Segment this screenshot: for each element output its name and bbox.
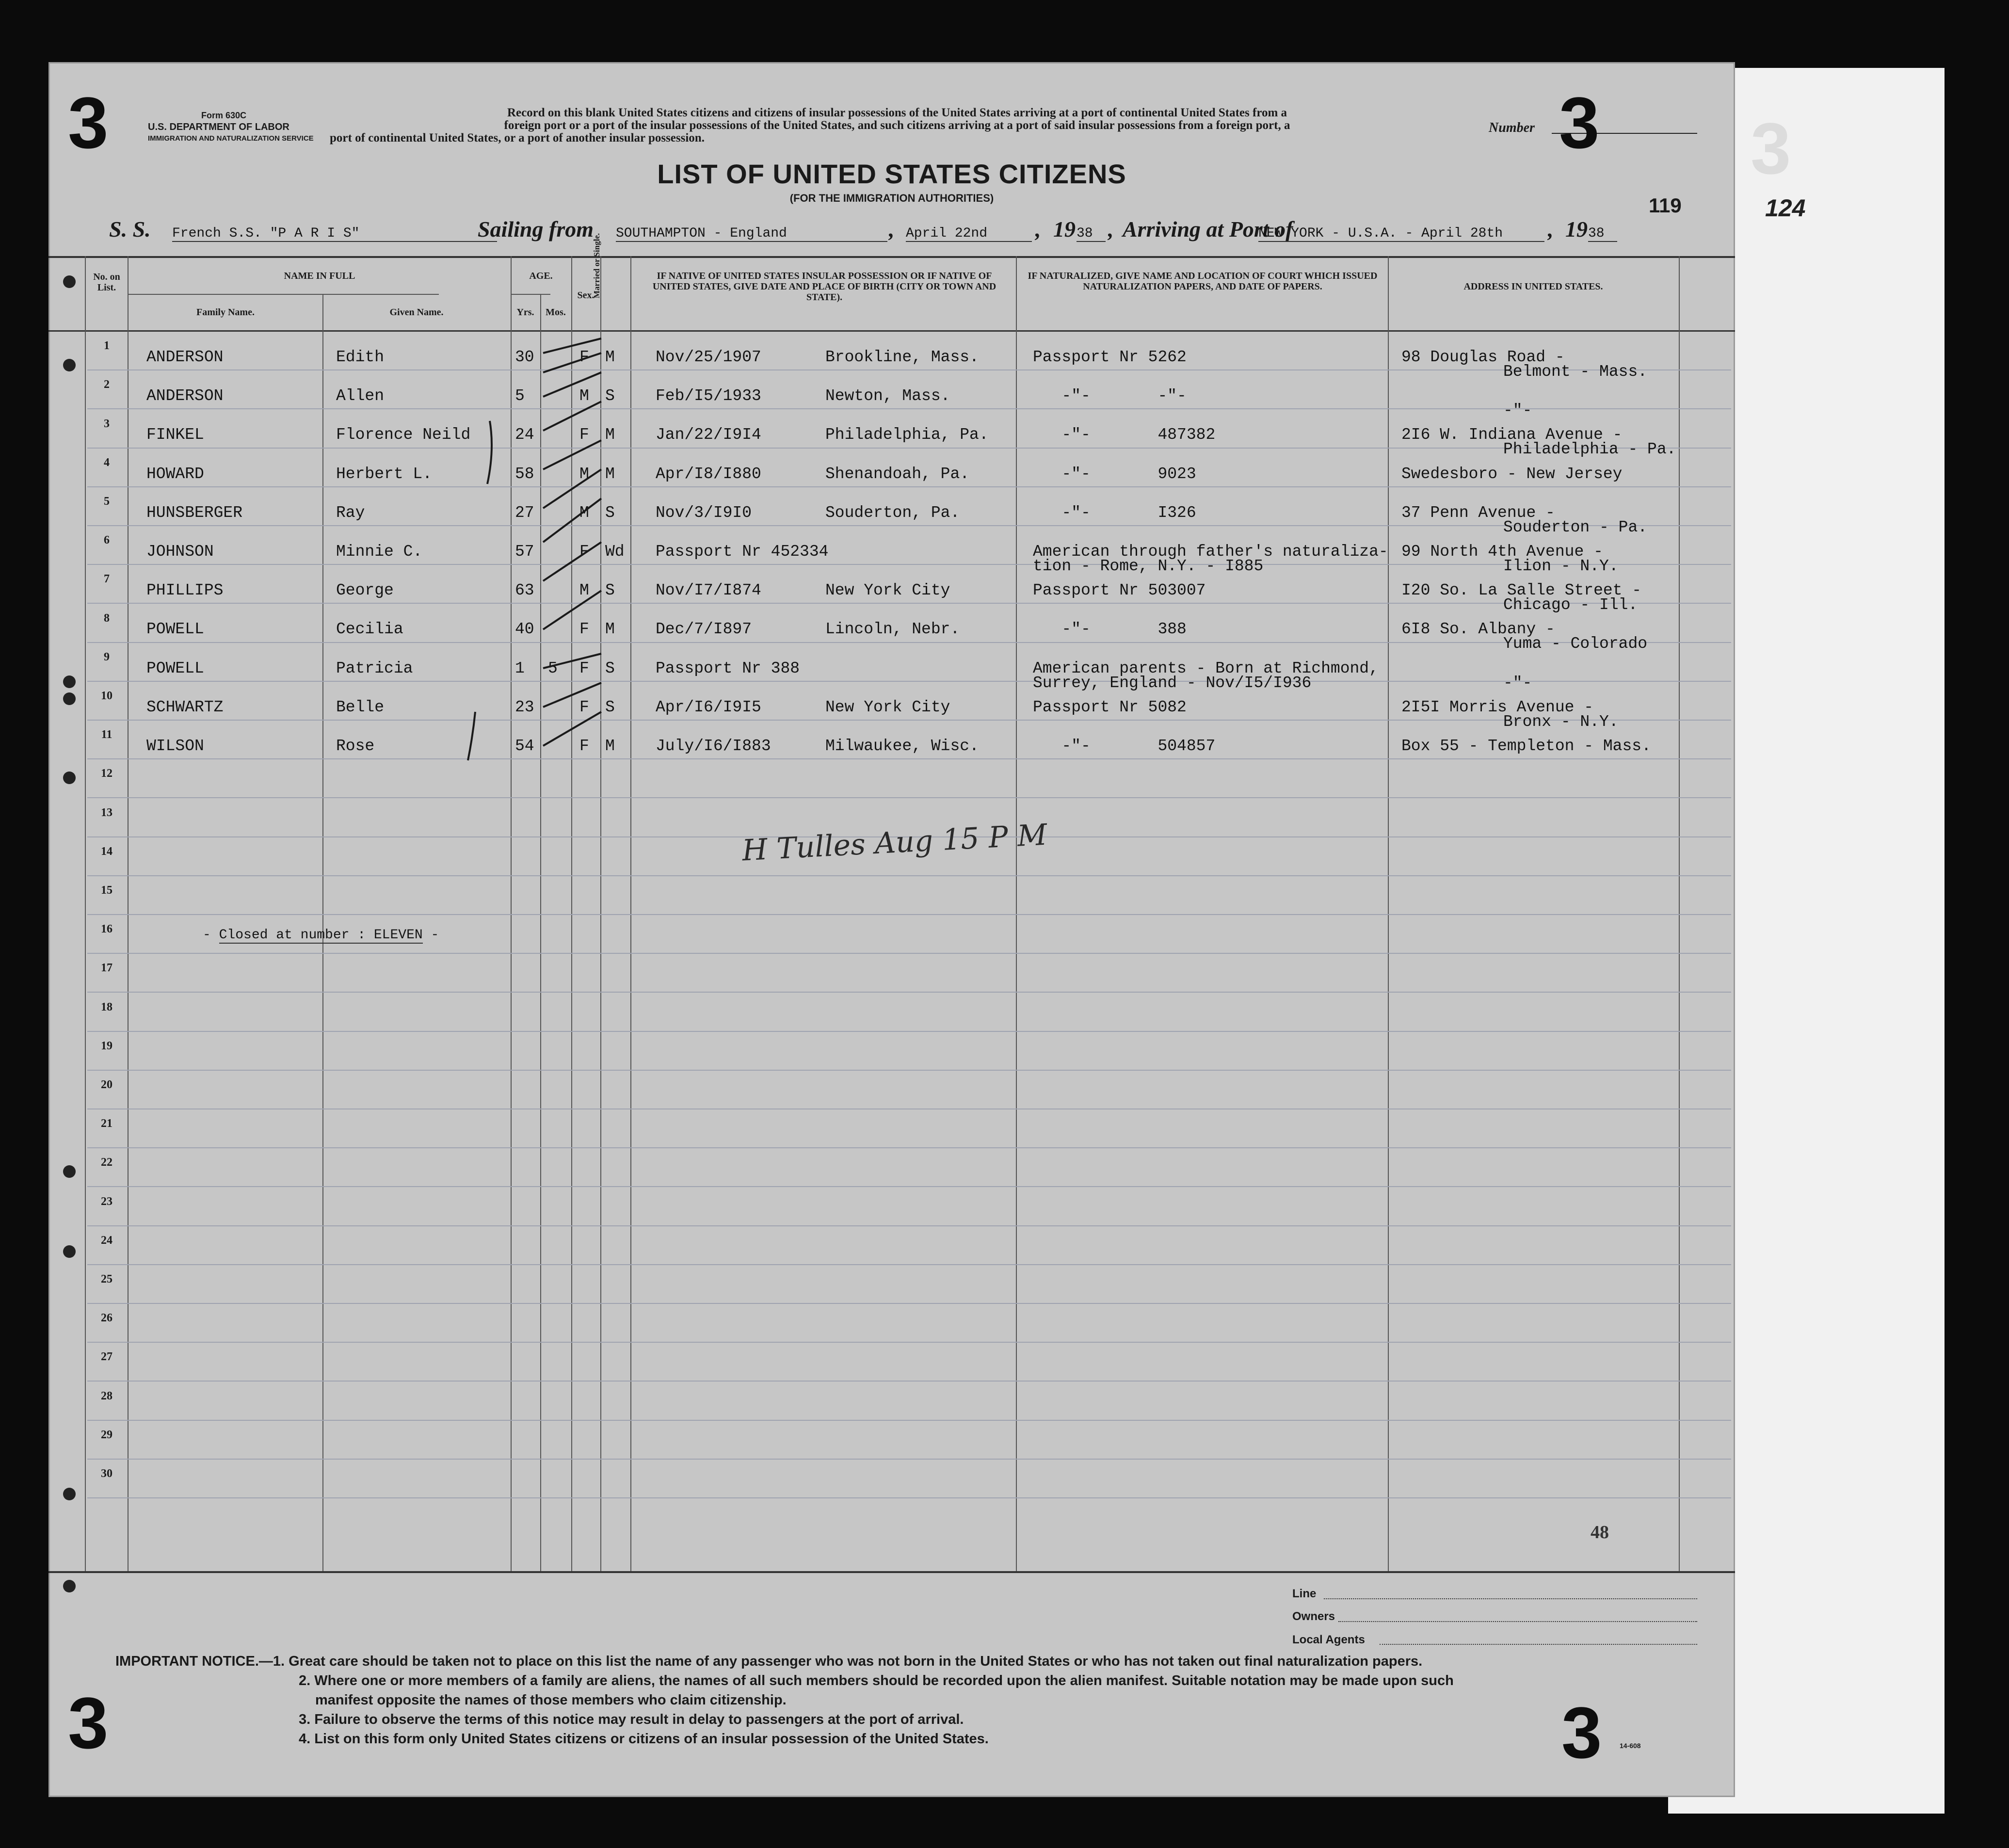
age-years: 63 xyxy=(515,581,534,600)
birth-date: Apr/I8/I880 xyxy=(656,465,761,483)
col-given-name: Given Name. xyxy=(389,307,444,318)
sex: F xyxy=(579,737,589,755)
birth-place: Philadelphia, Pa. xyxy=(825,426,989,444)
line-number: 8 xyxy=(104,611,110,625)
naturalization: American through father's naturaliza- xyxy=(1033,543,1388,561)
row-rule xyxy=(87,953,1731,954)
instruction-line: Record on this blank United States citizens and citizens of insular possessions of the United States arriving at a port of continental United States from a xyxy=(507,106,1287,119)
family-name: HUNSBERGER xyxy=(146,503,243,522)
family-name: POWELL xyxy=(146,659,204,677)
check-marks xyxy=(48,62,1735,789)
row-rule xyxy=(87,992,1731,993)
comma: , xyxy=(1548,217,1554,241)
line-number: 6 xyxy=(104,534,110,547)
notice-item: manifest opposite the names of those members who claim citizenship. xyxy=(315,1692,787,1708)
comma: , xyxy=(889,217,895,241)
col-no: No. on List. xyxy=(93,272,120,293)
address-line-2: Bronx - N.Y. xyxy=(1503,712,1619,731)
owners-label: Owners xyxy=(1292,1610,1335,1623)
naturalization: Passport Nr 503007 xyxy=(1033,581,1206,600)
marital-status: M xyxy=(605,737,615,755)
family-name: HOWARD xyxy=(146,465,204,483)
given-name: Allen xyxy=(336,387,385,405)
depart-date: April 22nd xyxy=(906,226,1032,242)
instruction-line: foreign port or a port of the insular possessions of the United States, and such citizens arriving at a port of said insular possessions from a foreign port, a xyxy=(504,119,1290,132)
line-number: 17 xyxy=(101,962,113,975)
local-agents-label: Local Agents xyxy=(1292,1633,1365,1646)
given-name: Rose xyxy=(336,737,375,755)
citizen-list-form xyxy=(48,62,1735,1797)
line-number: 27 xyxy=(101,1350,113,1364)
address-line-1: 2I6 W. Indiana Avenue - xyxy=(1401,426,1623,444)
address-line-2: -"- xyxy=(1503,674,1532,692)
col-birth: IF NATIVE OF UNITED STATES INSULAR POSSESSION OR IF NATIVE OF UNITED STATES, GIVE DATE AND PLACE OF BIRTH (CITY OR TOWN AND STATE). xyxy=(652,271,996,303)
family-name: WILSON xyxy=(146,737,204,755)
line-number: 22 xyxy=(101,1156,113,1169)
line-number: 4 xyxy=(104,456,110,469)
ss-label: S. S. xyxy=(109,217,151,241)
row-rule xyxy=(87,1342,1731,1343)
given-name: Patricia xyxy=(336,659,413,677)
closed-prefix: - xyxy=(203,928,219,943)
col-mos: Mos. xyxy=(546,307,566,318)
birth-place: Newton, Mass. xyxy=(825,387,950,405)
birth-date: Jan/22/I9I4 xyxy=(656,426,761,444)
col-age: AGE. xyxy=(529,271,553,281)
family-name: ANDERSON xyxy=(146,387,224,405)
punch-hole xyxy=(63,1488,76,1500)
sex: F xyxy=(579,659,589,677)
line-number: 15 xyxy=(101,884,113,897)
comma: , xyxy=(1108,217,1114,241)
row-rule xyxy=(87,875,1731,876)
line-number: 29 xyxy=(101,1428,113,1441)
birth-date: Nov/25/1907 xyxy=(656,348,761,366)
notice-heading: IMPORTANT NOTICE. xyxy=(115,1654,259,1669)
page-subtitle: (FOR THE IMMIGRATION AUTHORITIES) xyxy=(789,192,994,204)
row-rule xyxy=(87,1381,1731,1382)
depart-year: 38 xyxy=(1077,226,1106,242)
naturalization: -"- 388 xyxy=(1033,620,1187,639)
address-line-1: 37 Penn Avenue - xyxy=(1401,503,1555,522)
form-id: Form 630C xyxy=(201,111,247,120)
line-number: 16 xyxy=(101,923,113,936)
col-name-in-full: NAME IN FULL xyxy=(284,271,355,281)
handwritten-page-number: 119 xyxy=(1649,194,1682,217)
sex: F xyxy=(579,698,589,716)
year-prefix: 19 xyxy=(1565,217,1588,241)
address-line-2: Souderton - Pa. xyxy=(1503,518,1648,536)
handwritten-note: H Tulles Aug 15 P M xyxy=(741,818,1048,868)
line-number: 21 xyxy=(101,1117,113,1130)
punch-hole xyxy=(63,675,76,688)
birth-place: New York City xyxy=(825,698,950,716)
closed-note xyxy=(203,928,439,943)
birth-date: Nov/3/I9I0 xyxy=(656,503,752,522)
ghost-number: 3 xyxy=(1751,108,1791,189)
birth-date: Passport Nr 452334 xyxy=(656,543,829,561)
address-line-2: Yuma - Colorado xyxy=(1503,635,1648,653)
number-label: Number xyxy=(1489,120,1535,135)
row-rule xyxy=(87,1497,1731,1498)
punch-hole xyxy=(63,275,76,288)
line-number: 12 xyxy=(101,767,113,780)
notice-item: —1. Great care should be taken not to place on this list the name of any passenger who was not born in the United States or who has not taken out final naturalization papers. xyxy=(258,1654,1423,1669)
year-prefix: 19 xyxy=(1053,217,1076,241)
age-years: 24 xyxy=(515,426,534,444)
marital-status: Wd xyxy=(605,543,625,561)
address-line-1: 6I8 So. Albany - xyxy=(1401,620,1555,639)
sex: F xyxy=(579,543,589,561)
family-name: JOHNSON xyxy=(146,543,214,561)
birth-date: July/I6/I883 xyxy=(656,737,771,755)
age-years: 5 xyxy=(515,387,525,405)
row-rule xyxy=(87,1303,1731,1304)
naturalization: Passport Nr 5082 xyxy=(1033,698,1187,716)
address-line-2: Philadelphia - Pa. xyxy=(1503,440,1676,459)
table-bottom-rule xyxy=(48,1571,1735,1573)
address-line-1: 98 Douglas Road - xyxy=(1401,348,1565,366)
closed-text: Closed at number : ELEVEN xyxy=(219,928,423,943)
sex: F xyxy=(579,620,589,639)
row-rule xyxy=(87,914,1731,915)
row-rule xyxy=(87,1147,1731,1148)
punch-hole xyxy=(63,359,76,371)
age-years: 58 xyxy=(515,465,534,483)
naturalization-line-2: Surrey, England - Nov/I5/I936 xyxy=(1033,674,1312,692)
line-number: 3 xyxy=(104,417,110,430)
age-years: 1 xyxy=(515,659,525,677)
given-name: George xyxy=(336,581,394,600)
line-number: 20 xyxy=(101,1078,113,1091)
line-number: 19 xyxy=(101,1039,113,1052)
corner-number-bottom-left: 3 xyxy=(68,1682,109,1764)
side-page-number: 124 xyxy=(1765,194,1806,222)
line-number: 14 xyxy=(101,845,113,858)
sex: F xyxy=(579,426,589,444)
col-sex: Sex. xyxy=(577,290,595,301)
line-number: 2 xyxy=(104,378,110,391)
form-code: 14-608 xyxy=(1620,1742,1641,1750)
ship-name: French S.S. "P A R I S" xyxy=(172,226,497,242)
birth-date: Passport Nr 388 xyxy=(656,659,800,677)
arrival-year: 38 xyxy=(1588,226,1617,242)
birth-place: Milwaukee, Wisc. xyxy=(825,737,979,755)
naturalization: -"- I326 xyxy=(1033,503,1196,522)
family-name: FINKEL xyxy=(146,426,204,444)
row-rule xyxy=(87,1186,1731,1187)
line-field xyxy=(1324,1598,1697,1600)
line-number: 10 xyxy=(101,690,113,702)
given-name: Ray xyxy=(336,503,365,522)
address-line-1: 99 North 4th Avenue - xyxy=(1401,543,1603,561)
instruction-line: port of continental United States, or a port of another insular possession. xyxy=(330,131,705,145)
naturalization: -"- 9023 xyxy=(1033,465,1196,483)
row-rule xyxy=(87,1420,1731,1421)
line-number: 7 xyxy=(104,573,110,586)
corner-number-bottom-right: 3 xyxy=(1561,1692,1602,1773)
marital-status: S xyxy=(605,387,615,405)
birth-place: New York City xyxy=(825,581,950,600)
line-number: 9 xyxy=(104,650,110,663)
address-line-2: Chicago - Ill. xyxy=(1503,596,1638,614)
line-number: 18 xyxy=(101,1000,113,1013)
address-line-1: 2I5I Morris Avenue - xyxy=(1401,698,1594,716)
marital-status: M xyxy=(605,465,615,483)
birth-place: Lincoln, Nebr. xyxy=(825,620,960,639)
line-label: Line xyxy=(1292,1587,1317,1600)
local-agents-field xyxy=(1380,1644,1697,1646)
age-years: 57 xyxy=(515,543,534,561)
row-rule xyxy=(87,1459,1731,1460)
marital-status: S xyxy=(605,581,615,600)
line-number: 28 xyxy=(101,1389,113,1402)
punch-hole xyxy=(63,771,76,784)
line-number: 1 xyxy=(104,339,110,353)
family-name: ANDERSON xyxy=(146,348,224,366)
naturalization: -"- 504857 xyxy=(1033,737,1216,755)
given-name: Cecilia xyxy=(336,620,403,639)
row-rule xyxy=(87,1225,1731,1226)
sex: M xyxy=(579,465,589,483)
row-rule xyxy=(87,1264,1731,1265)
line-number: 11 xyxy=(101,728,113,741)
birth-place: Shenandoah, Pa. xyxy=(825,465,970,483)
sailing-from: SOUTHAMPTON - England xyxy=(616,226,887,242)
age-years: 23 xyxy=(515,698,534,716)
marital-status: S xyxy=(605,659,615,677)
marital-status: S xyxy=(605,503,615,522)
address-line-1: Swedesboro - New Jersey xyxy=(1401,465,1623,483)
address-line-2: Ilion - N.Y. xyxy=(1503,557,1619,575)
notice-item: 2. Where one or more members of a family are aliens, the names of all such members should be recorded upon the alien manifest. Suitable notation may be made upon such xyxy=(299,1673,1454,1688)
notice-item: 4. List on this form only United States citizens or citizens of an insular possession of the United States. xyxy=(299,1731,989,1747)
line-number: 26 xyxy=(101,1312,113,1325)
age-years: 30 xyxy=(515,348,534,366)
given-name: Belle xyxy=(336,698,385,716)
page-title: LIST OF UNITED STATES CITIZENS xyxy=(657,159,1126,189)
punch-hole xyxy=(63,1165,76,1178)
family-name: SCHWARTZ xyxy=(146,698,224,716)
col-naturalized: IF NATURALIZED, GIVE NAME AND LOCATION OF COURT WHICH ISSUED NATURALIZATION PAPERS, AND DATE OF PAPERS. xyxy=(1028,271,1378,292)
given-name: Florence Neild xyxy=(336,426,471,444)
col-family-name: Family Name. xyxy=(196,307,255,318)
age-years: 40 xyxy=(515,620,534,639)
birth-date: Feb/I5/1933 xyxy=(656,387,761,405)
arrival-port: NEW YORK - U.S.A. - April 28th xyxy=(1258,226,1544,242)
family-name: POWELL xyxy=(146,620,204,639)
owners-field xyxy=(1338,1621,1697,1623)
closed-suffix: - xyxy=(422,928,439,943)
address-line-1: Box 55 - Templeton - Mass. xyxy=(1401,737,1651,755)
notice-item: 3. Failure to observe the terms of this notice may result in delay to passengers at the port of arrival. xyxy=(299,1712,964,1727)
given-name: Edith xyxy=(336,348,385,366)
line-number: 5 xyxy=(104,495,110,508)
punch-hole xyxy=(63,1245,76,1258)
col-yrs: Yrs. xyxy=(516,307,534,318)
service-name: IMMIGRATION AND NATURALIZATION SERVICE xyxy=(148,134,314,143)
family-name: PHILLIPS xyxy=(146,581,224,600)
bottom-page-number: 48 xyxy=(1591,1522,1609,1543)
row-rule xyxy=(87,797,1731,798)
punch-hole xyxy=(63,1580,76,1592)
naturalization: American parents - Born at Richmond, xyxy=(1033,659,1379,677)
corner-number-top-left: 3 xyxy=(68,82,109,163)
sailing-from-label: Sailing from xyxy=(478,217,594,241)
sex: M xyxy=(579,581,589,600)
department-name: U.S. DEPARTMENT OF LABOR xyxy=(148,122,289,132)
naturalization-line-2: tion - Rome, N.Y. - I885 xyxy=(1033,557,1264,575)
line-number: 13 xyxy=(101,806,113,819)
given-name: Minnie C. xyxy=(336,543,423,561)
naturalization: Passport Nr 5262 xyxy=(1033,348,1187,366)
given-name: Herbert L. xyxy=(336,465,433,483)
birth-date: Apr/I6/I9I5 xyxy=(656,698,761,716)
arriving-label: Arriving at Port of xyxy=(1123,217,1293,241)
important-notice xyxy=(115,1652,1740,1749)
line-number: 25 xyxy=(101,1273,113,1286)
marital-status: S xyxy=(605,698,615,716)
age-years: 54 xyxy=(515,737,534,755)
line-number: 30 xyxy=(101,1467,113,1480)
naturalization: -"- -"- xyxy=(1033,387,1187,405)
marital-status: M xyxy=(605,620,615,639)
address-line-2: Belmont - Mass. xyxy=(1503,363,1648,381)
col-address: ADDRESS IN UNITED STATES. xyxy=(1463,281,1603,292)
age-months: 5 xyxy=(548,659,558,677)
sex: M xyxy=(579,387,589,405)
address-line-2: -"- xyxy=(1503,402,1532,420)
sex: M xyxy=(579,503,589,522)
row-rule xyxy=(87,1031,1731,1032)
birth-date: Dec/7/I897 xyxy=(656,620,752,639)
number-value: 3 xyxy=(1559,82,1600,163)
line-number: 23 xyxy=(101,1195,113,1208)
line-number: 24 xyxy=(101,1234,113,1247)
marital-status: M xyxy=(605,348,615,366)
naturalization: -"- 487382 xyxy=(1033,426,1216,444)
punch-hole xyxy=(63,692,76,705)
comma: , xyxy=(1035,217,1041,241)
marital-status: M xyxy=(605,426,615,444)
sex: F xyxy=(579,348,589,366)
birth-place: Brookline, Mass. xyxy=(825,348,979,366)
row-rule xyxy=(87,1070,1731,1071)
birth-place: Souderton, Pa. xyxy=(825,503,960,522)
col-married: Married or Single. xyxy=(592,233,601,299)
birth-date: Nov/I7/I874 xyxy=(656,581,761,600)
age-years: 27 xyxy=(515,503,534,522)
address-line-1: I20 So. La Salle Street - xyxy=(1401,581,1642,600)
